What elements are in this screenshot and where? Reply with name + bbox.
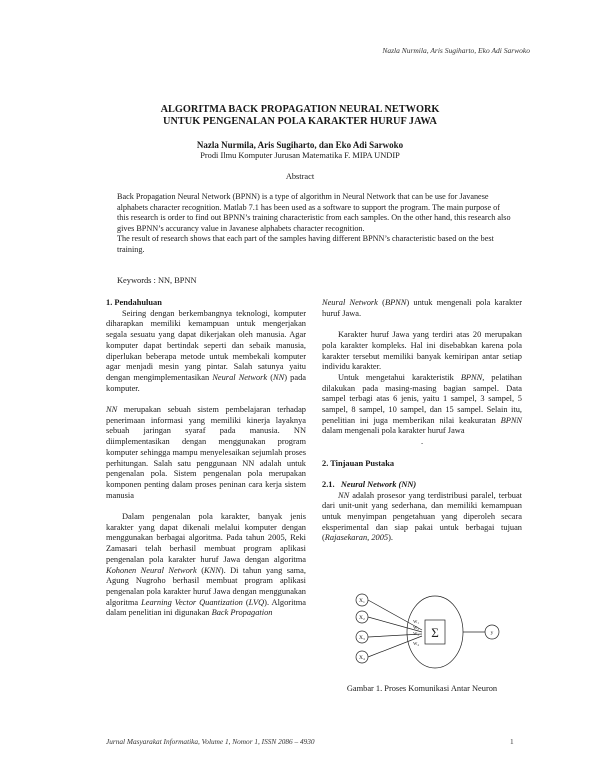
left-paragraph-3	[106, 512, 306, 619]
text-run-italic: Kohonen Neural Network	[106, 565, 197, 575]
text-run: ). Di tahun yang sama, Agung Nugroho berhasil membuat program aplikasi pengenalan pola karakter huruf Jawa dengan menggunakan algoritma	[106, 565, 306, 607]
text-run-italic: Learning Vector Quantization	[141, 597, 243, 607]
section-2-heading: 2. Tinjauan Pustaka	[322, 458, 395, 468]
text-run: Untuk mengetahui karakteristik	[338, 372, 461, 382]
text-run: adalah prosesor yang terdistribusi paralel, terbuat dari unit-unit yang sederhana, dan memiliki kemampuan untuk menyimpan pengetahuan yang diperoleh secara eksperimental dan siap pakai untuk berbagai tujuan (	[322, 490, 522, 543]
section-1-heading: 1. Pendahuluan	[106, 298, 162, 307]
right-column	[322, 298, 522, 544]
left-paragraph-1	[106, 309, 306, 395]
input-line-4	[368, 636, 422, 657]
sum-symbol: Σ	[431, 625, 439, 640]
text-run: ). Algoritma dalam penelitian ini digunakan	[106, 597, 306, 618]
text-run-italic: Rajasekaran, 2005	[324, 533, 389, 543]
text-run-italic: Neural Network	[322, 298, 378, 307]
subsection-title: Neural Network (NN)	[340, 479, 417, 489]
text-run: (	[242, 597, 249, 607]
abstract-heading: Abstract	[285, 172, 315, 181]
left-column	[106, 298, 306, 619]
text-run: ) untuk mengenali pola karakter huruf Jawa.	[322, 298, 522, 318]
text-run: (	[267, 372, 274, 382]
text-run: merupakan sebuah sistem pembelajaran terhadap penerimaan informasi yang memiliki kinerja layaknya sebuah jaringan syaraf pada manusia. NN diimplementasikan dengan menggunakan program komputer sehingga mampu menyelesaikan sejumlah proses perhitungan. Salah satu penggunaan NN adalah untuk pengenalan pola. Sistem pengenalan pola merupakan komponen penting dalam proses peninan cara kerja sistem manusia	[106, 405, 306, 500]
right-paragraph-3	[322, 491, 522, 545]
keywords: Keywords : NN, BPNN	[117, 276, 197, 285]
right-paragraph-1: Karakter huruf Jawa yang terdiri atas 20 merupakan pola karakter kompleks. Hal ini disebabkan karena pola karakter tersebut memiliki banyak kemiripan antar setiap individu karakter.	[322, 330, 522, 372]
abstract-paragraph-1: Back Propagation Neural Network (BPNN) is a type of algorithm in Neural Network that can be use for Javanese alphabets character recognition. Matlab 7.1 has been used as a software to support the program. The main purpose of this research is order to find out BPNN’s training characteristic from each samples. On the other hand, this research also gives BPNN’s accurancy value in Javanese alphabets character recognition.	[117, 192, 511, 233]
text-run-italic: LVQ	[248, 597, 265, 607]
input-label-4: X₄	[359, 655, 365, 661]
affiliation: Prodi Ilmu Komputer Jurusan Matematika F. MIPA UNDIP	[200, 151, 400, 160]
running-head: Nazla Nurmila, Aris Sugiharto, Eko Adi Sarwoko	[382, 46, 530, 55]
right-paragraph-0	[322, 298, 522, 319]
text-run: ).	[388, 533, 393, 543]
authors: Nazla Nurmila, Aris Sugiharto, dan Eko Adi Sarwoko	[196, 140, 404, 150]
text-run: , pelatihan dilakukan pada masing-masing bagian sampel. Data sampel terbagi atas 6 jenis, yaitu 1 sampel, 3 sampel, 5 sampel, 8 sampel, 10 sampel, dan 15 sampel. Selain itu, penelitian ini juga memberikan nilai keakuratan	[322, 372, 522, 425]
footer-journal: Jurnal Masyarakat Informatika, Volume 1, Nomor 1, ISSN 2086 – 4930	[106, 737, 315, 746]
text-run: (	[196, 565, 205, 575]
input-label-1: X₁	[359, 598, 365, 604]
subsection-2-1-heading	[322, 480, 522, 491]
text-run-italic: NN	[338, 490, 350, 500]
text-run-italic: NN	[106, 405, 118, 415]
text-run-italic: BPNN	[460, 372, 483, 382]
text-run: dalam mengenali pola karakter huruf Jawa	[322, 426, 465, 436]
title-line-2: UNTUK PENGENALAN POLA KARAKTER HURUF JAWA	[163, 116, 437, 127]
text-run-italic: Neural Network	[212, 372, 268, 382]
text-run: Dalam pengenalan pola karakter, banyak jenis karakter yang dapat dikenali melalui komputer dengan menggunakan berbagai algoritma. Pada tahun 2005, Reki Zamasari telah berhasil membuat program aplikasi pengenalan pola karakter huruf Jawa dengan algoritma	[106, 512, 306, 564]
text-run: ) pada komputer.	[106, 372, 306, 393]
output-label: y	[490, 630, 494, 636]
text-run-italic: BPNN	[384, 298, 407, 307]
subsection-number: 2.1.	[322, 479, 335, 489]
weight-label-3: W₃	[413, 631, 419, 636]
text-run-italic: KNN	[204, 565, 221, 575]
page-number: 1	[510, 737, 514, 746]
text-run: (	[377, 298, 385, 307]
text-run-italic: BPNN	[500, 415, 522, 425]
neuron-diagram	[330, 592, 520, 672]
abstract	[117, 192, 513, 256]
text-run-italic: NN	[273, 372, 285, 382]
paper-title	[0, 104, 600, 128]
left-paragraph-2	[106, 405, 306, 501]
figure-caption: Gambar 1. Proses Komunikasi Antar Neuron	[346, 684, 498, 693]
title-line-1: ALGORITMA BACK PROPAGATION NEURAL NETWORK	[160, 104, 440, 115]
abstract-paragraph-2: The result of research shows that each part of the samples having different BPNN’s characteristic based on the best training.	[117, 234, 494, 254]
weight-label-2: W₂	[413, 625, 419, 630]
weight-label-1: W₁	[413, 619, 419, 624]
weight-label-4: W₄	[413, 641, 419, 646]
input-label-2: X₂	[359, 615, 365, 621]
right-paragraph-2	[322, 373, 522, 437]
stray-dot: .	[420, 437, 424, 447]
text-run-italic: Back Propagation	[211, 608, 273, 618]
input-label-3: X₃	[359, 635, 365, 641]
text-run: Seiring dengan berkembangnya teknologi, komputer diharapkan memiliki kemampuan untuk mengerjakan segala sesuatu yang dapat dikerjakan oleh manusia. Agar komputer dapat bertindak seperti dan sebaik manusia, diperlukan beberapa metode untuk membekali komputer agar menjadi mesin yang pintar. Salah satunya yaitu dengan mengimplementasikan	[106, 308, 306, 382]
